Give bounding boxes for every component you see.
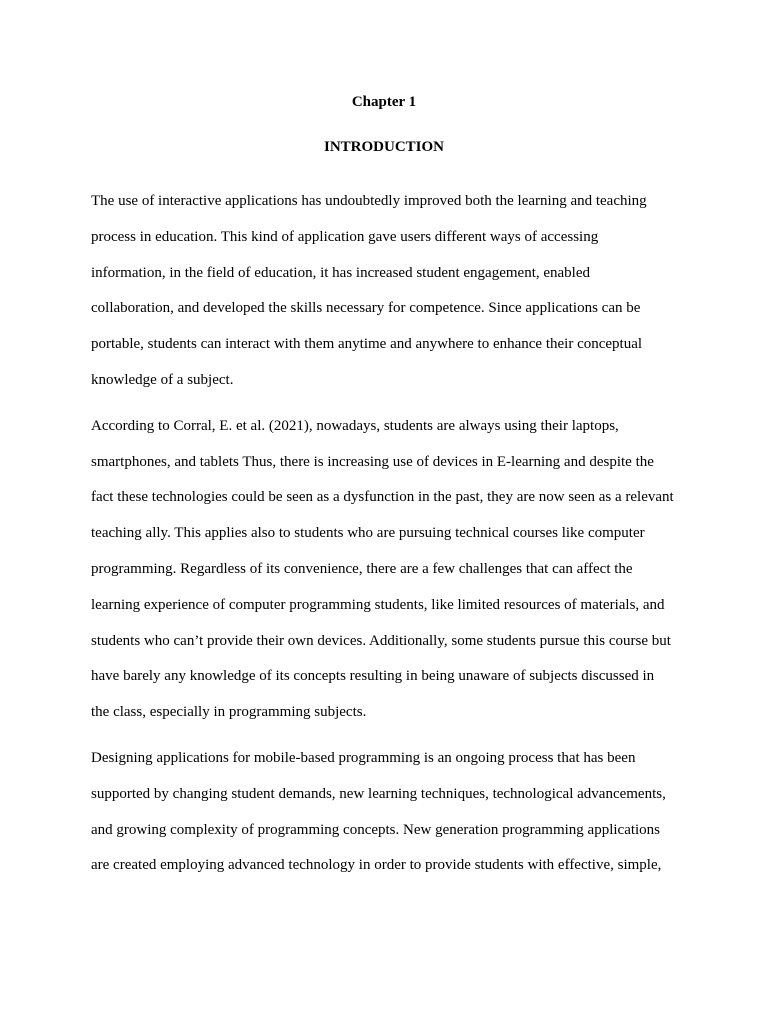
text-line: the class, especially in programming subjects. bbox=[91, 704, 367, 721]
text-line: and growing complexity of programming concepts. New generation programming applications bbox=[91, 821, 661, 838]
text-line: learning experience of computer programming students, like limited resources of materials, and bbox=[91, 596, 665, 613]
paragraph-1 bbox=[91, 184, 691, 399]
text-line: knowledge of a subject. bbox=[91, 371, 234, 388]
text-line: fact these technologies could be seen as a dysfunction in the past, they are now seen as a relevant bbox=[91, 489, 674, 506]
text-line: programming. Regardless of its convenience, there are a few challenges that can affect the bbox=[91, 560, 633, 577]
text-line: are created employing advanced technology in order to provide students with effective, simple, bbox=[91, 857, 662, 874]
chapter-title: Chapter 1 bbox=[351, 94, 417, 110]
text-line: collaboration, and developed the skills necessary for competence. Since applications can be bbox=[91, 300, 641, 317]
text-line: students who can’t provide their own devices. Additionally, some students pursue this course but bbox=[91, 632, 671, 649]
text-line: have barely any knowledge of its concepts resulting in being unaware of subjects discussed in bbox=[91, 668, 655, 685]
section-title: INTRODUCTION bbox=[323, 139, 444, 155]
text-line: process in education. This kind of application gave users different ways of accessing bbox=[91, 228, 599, 245]
text-line: information, in the field of education, it has increased student engagement, enabled bbox=[91, 264, 590, 281]
text-line: teaching ally. This applies also to students who are pursuing technical courses like computer bbox=[91, 525, 645, 542]
paragraph-2 bbox=[91, 409, 691, 731]
text-line: According to Corral, E. et al. (2021), nowadays, students are always using their laptops, bbox=[91, 417, 619, 434]
text-line: Designing applications for mobile-based programming is an ongoing process that has been bbox=[91, 749, 636, 766]
text-line: portable, students can interact with them anytime and anywhere to enhance their conceptual bbox=[91, 336, 643, 353]
text-line: smartphones, and tablets Thus, there is increasing use of devices in E-learning and despite the bbox=[91, 453, 654, 470]
body-text bbox=[91, 184, 691, 894]
paragraph-3 bbox=[91, 741, 691, 884]
text-line: supported by changing student demands, new learning techniques, technological advancements, bbox=[91, 785, 666, 802]
text-line: The use of interactive applications has undoubtedly improved both the learning and teaching bbox=[91, 193, 647, 209]
